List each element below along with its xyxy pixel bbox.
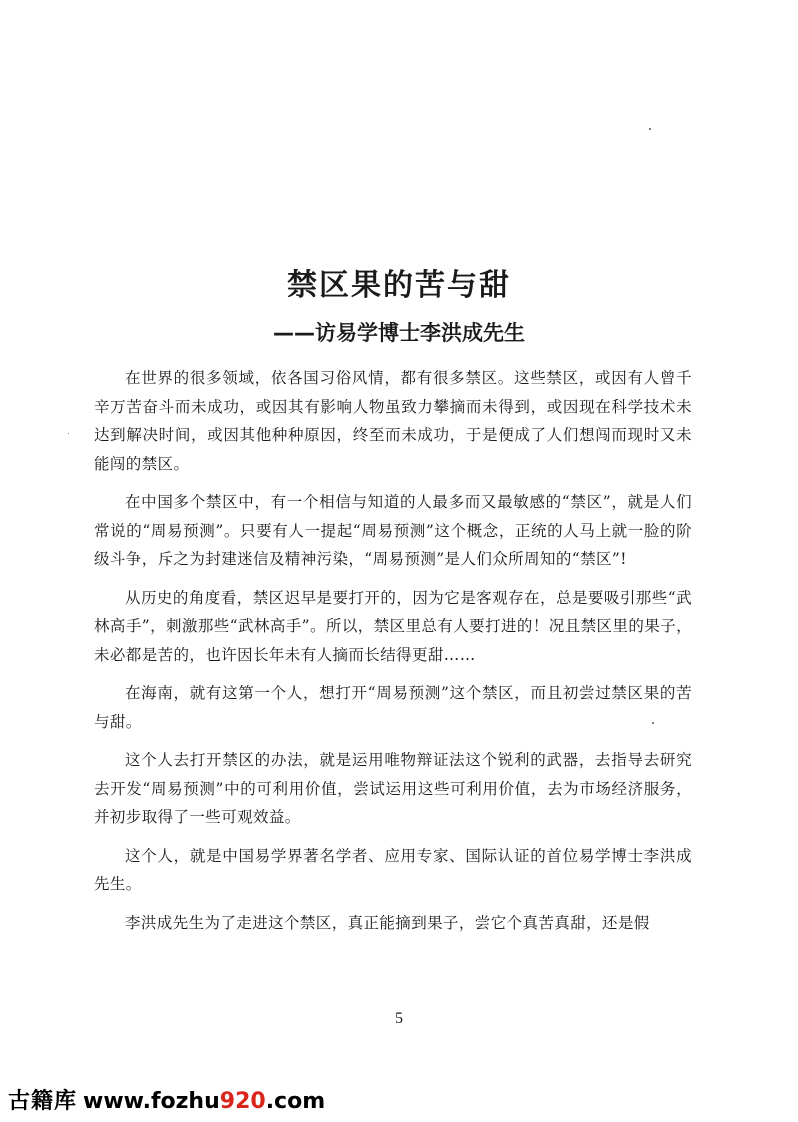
paragraph-6: 这个人，就是中国易学界著名学者、应用专家、国际认证的首位易学博士李洪成先生。 [94, 846, 692, 893]
watermark-url-number: 920 [219, 1089, 266, 1114]
scan-speck [68, 433, 69, 434]
paragraph-3: 从历史的角度看，禁区迟早是要打开的，因为它是客观存在，总是要吸引那些“武林高手”，刺激那些“武林高手”。所以，禁区里总有人要打进的！况且禁区里的果子，未必都是苦的，也许因长年未有人摘而长结得更甜…… [94, 588, 692, 664]
scan-speck [649, 128, 651, 130]
paragraph-5: 这个人去打开禁区的办法，就是运用唯物辩证法这个锐利的武器，去指导去研究去开发“周易预测”中的可利用价值，尝试运用这些可利用价值，去为市场经济服务，并初步取得了一些可观效益。 [94, 751, 692, 826]
watermark-url-suffix: .com [265, 1089, 326, 1114]
paragraph-7: 李洪成先生为了走进这个禁区，真正能摘到果子，尝它个真苦真甜，还是假 [125, 913, 650, 932]
page-title: 禁区果的苦与甜 [287, 268, 511, 303]
page-subtitle: ——访易学博士李洪成先生 [273, 321, 525, 345]
watermark [8, 1086, 325, 1118]
paragraph-4: 在海南，就有这第一个人，想打开“周易预测”这个禁区，而且初尝过禁区果的苦与甜。 [94, 684, 692, 731]
paragraph-1: 在世界的很多领域，依各国习俗风情，都有很多禁区。这些禁区，或因有人曾千辛万苦奋斗而未成功，或因其有影响人物虽致力攀摘而未得到，或因现在科学技术未达到解决时间，或因其他种种原因，终至而未成功，于是便成了人们想闯而现时又未能闯的禁区。 [94, 369, 692, 473]
watermark-url-prefix: www.fozhu [83, 1089, 220, 1114]
watermark-name: 古籍库 [8, 1089, 78, 1114]
page-number: 5 [395, 1010, 403, 1027]
scan-speck [652, 722, 654, 724]
article-body [94, 364, 692, 947]
paragraph-2: 在中国多个禁区中，有一个相信与知道的人最多而又最敏感的“禁区”，就是人们常说的“周易预测”。只要有人一提起“周易预测”这个概念，正统的人马上就一脸的阶级斗争，斥之为封建迷信及精神污染，“周易预测”是人们众所周知的“禁区”! [94, 493, 692, 568]
